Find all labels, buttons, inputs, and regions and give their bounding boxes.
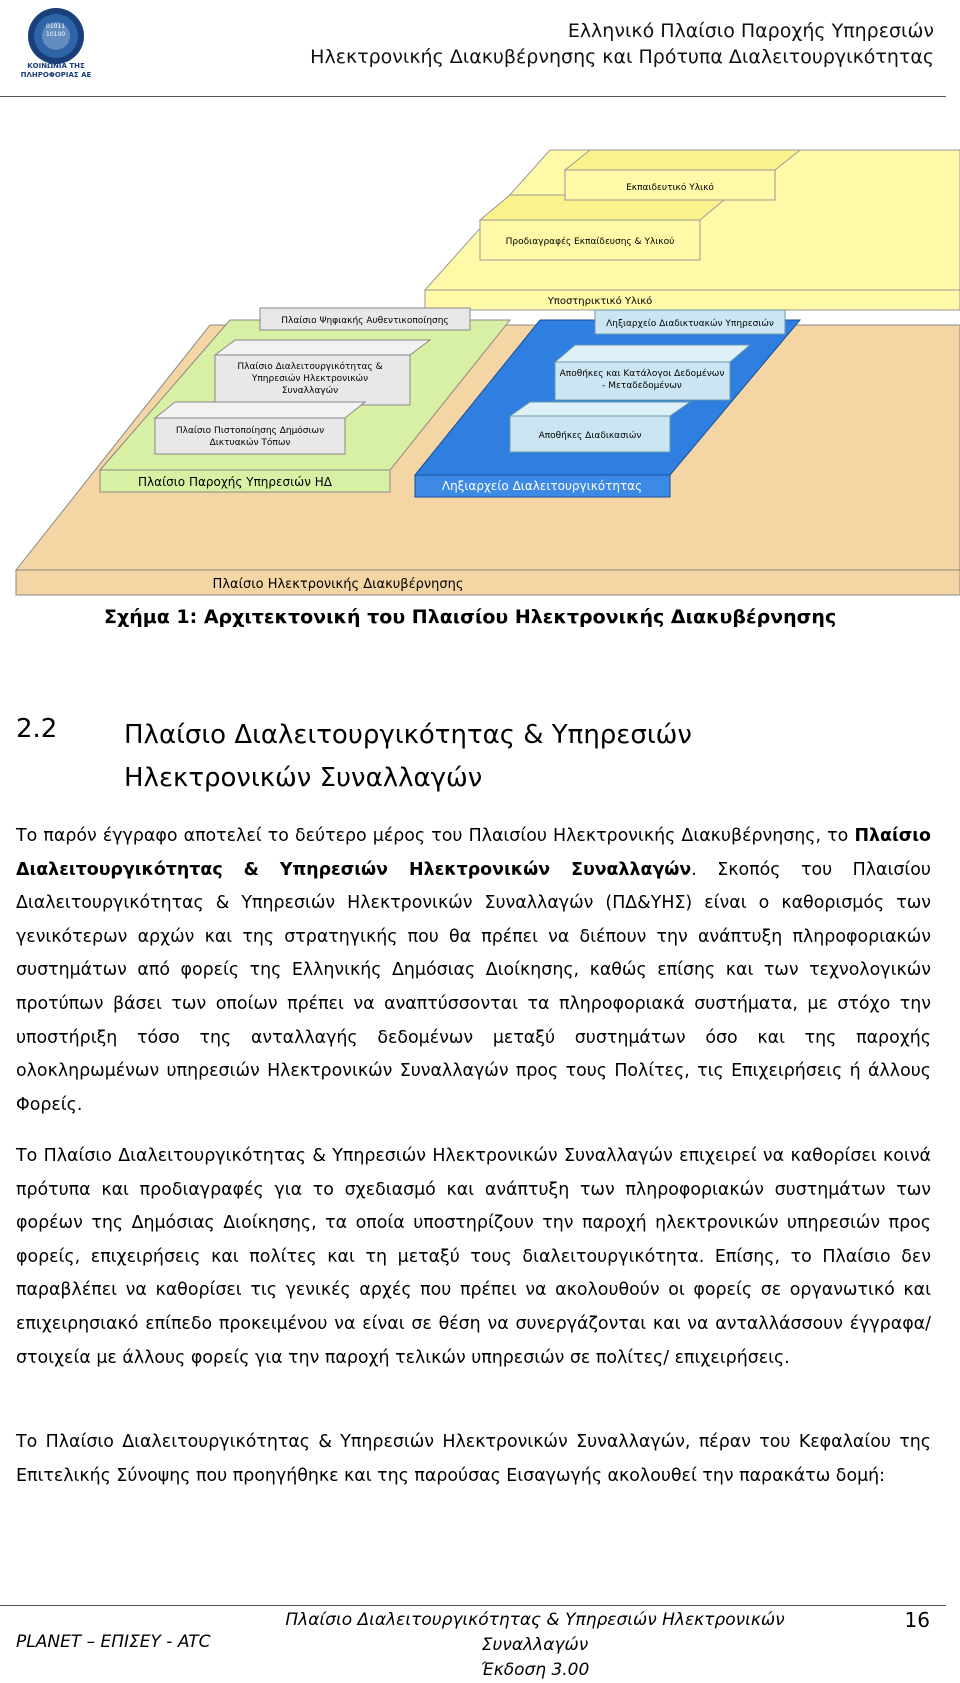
logo-text-line1: ΚΟΙΝΩΝΙΑ ΤΗΣ [27, 62, 85, 70]
blue-box1-label: Ληξιαρχείο Διαδικτυακών Υπηρεσιών [606, 319, 774, 329]
blue-box3-label: Αποθήκες Διαδικασιών [538, 431, 642, 441]
footer-project: PLANET – ΕΠΙΣΕΥ - ATC [16, 1632, 211, 1652]
base-front [16, 570, 960, 595]
green-box2-line2: Υπηρεσιών Ηλεκτρονικών [251, 374, 369, 384]
green-box2-line3: Συναλλαγών [281, 386, 339, 396]
yellow-mid-label: Προδιαγραφές Εκπαίδευσης & Υλικού [505, 237, 675, 247]
base-label: Πλαίσιο Ηλεκτρονικής Διακυβέρνησης [212, 577, 464, 592]
green-box3-top [155, 402, 365, 418]
green-box3 [155, 418, 345, 454]
footer-center-line1: Πλαίσιο Διαλειτουργικότητας & Υπηρεσιών Ηλεκτρονικών [285, 1610, 785, 1630]
yellow-top-label: Εκπαιδευτικό Υλικό [626, 183, 714, 193]
figure-caption: Σχήμα 1: Αρχιτεκτονική του Πλαισίου Ηλεκτρονικής Διακυβέρνησης [104, 606, 837, 628]
green-box3-line1: Πλαίσιο Πιστοποίησης Δημόσιων [175, 426, 325, 436]
footer-center-line2: Συναλλαγών [481, 1635, 589, 1655]
paragraph-3: Το Πλαίσιο Διαλειτουργικότητας & Υπηρεσιών Ηλεκτρονικών Συναλλαγών, πέραν του Κεφαλαίου της Επιτελικής Σύνοψης που προηγήθηκε και της παρούσας Εισαγωγής ακολουθεί την παρακάτω δομή: [16, 1432, 931, 1486]
page-number: 16 [904, 1608, 930, 1632]
header-title [310, 18, 934, 70]
green-base-label: Πλαίσιο Παροχής Υπηρεσιών ΗΔ [138, 475, 332, 489]
yellow-base-label: Υποστηρικτικό Υλικό [547, 296, 653, 307]
paragraph-1-bold: Πλαίσιο Διαλειτουργικότητας & Υπηρεσιών Ηλεκτρονικών Συναλλαγών [16, 826, 931, 880]
blue-box3-top [510, 402, 690, 416]
header-divider [0, 96, 946, 97]
green-box3-line2: Δικτυακών Τόπων [209, 438, 291, 448]
green-box2-line1: Πλαίσιο Διαλειτουργικότητας & [237, 362, 383, 372]
svg-text:10100: 10100 [46, 31, 66, 38]
footer-version: Έκδοση 3.00 [480, 1660, 590, 1680]
header-title-line1: Ελληνικό Πλαίσιο Παροχής Υπηρεσιών [567, 20, 934, 42]
paragraph-1 [16, 820, 931, 1122]
paragraph-2: Το Πλαίσιο Διαλειτουργικότητας & Υπηρεσιών Ηλεκτρονικών Συναλλαγών επιχειρεί να καθορίσει κοινά πρότυπα και προδιαγραφές για το σχεδιασμό και ανάπτυξη των πληροφοριακών συστημάτων των φορέων της Δημόσιας Διοίκησης, τα οποία υποστηρίζουν την παροχή ηλεκτρονικών υπηρεσιών προς φορείς, επιχειρήσεις και πολίτες και τη μεταξύ τους διαλειτουργικότητα. Επίσης, το Πλαίσιο δεν παραβλέπει να καθορίσει τις γενικές αρχές που πρέπει να ακολουθούν οι φορείς σε οργανωτικό και επιχειρησιακό επίπεδο προκειμένου να είναι σε θέση να συνεργάζονται και να ανταλλάσσουν έγγραφα/ στοιχεία με άλλους φορείς για την παροχή τελικών υπηρεσιών σε πολίτες/ επιχειρήσεις. [16, 1146, 931, 1368]
paragraph-1-start: Το παρόν έγγραφο αποτελεί το δεύτερο μέρος του Πλαισίου Ηλεκτρονικής Διακυβέρνησης, το [16, 826, 855, 846]
architecture-diagram [10, 140, 960, 600]
section-number: 2.2 [16, 714, 58, 744]
svg-text:01011: 01011 [46, 23, 66, 30]
blue-box2-line1: Αποθήκες και Κατάλογοι Δεδομένων [559, 369, 725, 379]
blue-box2-top [555, 345, 750, 362]
green-box1-label: Πλαίσιο Ψηφιακής Αυθεντικοποίησης [281, 316, 449, 326]
footer-divider [0, 1605, 946, 1606]
logo-text-line2: ΠΛΗΡΟΦΟΡΙΑΣ ΑΕ [20, 71, 92, 79]
green-box2-top [215, 340, 430, 355]
footer-document-info [270, 1608, 800, 1683]
yellow-top-box-top [565, 150, 800, 170]
paragraph-1-rest: . Σκοπός του Πλαισίου Διαλειτουργικότητας & Υπηρεσιών Ηλεκτρονικών Συναλλαγών (ΠΔ&ΥΗΣ) είναι ο καθορισμός των γενικότερων αρχών και της στρατηγικής που θα πρέπει να διέπουν την ανάπτυξη πληροφοριακών συστημάτων από φορείς της Ελληνικής Δημόσιας Διοίκησης, καθώς επίσης και των τεχνολογικών προτύπων βάσει των οποίων πρέπει να αναπτύσσονται τα πληροφοριακά συστήματα, με στόχο την υποστήριξη τόσο της ανταλλαγής δεδομένων μεταξύ συστημάτων όσο και της παροχής ολοκληρωμένων υπηρεσιών Ηλεκτρονικών Συναλλαγών προς τους Πολίτες, τις Επιχειρήσεις ή άλλους Φορείς. [16, 859, 931, 1115]
header-title-line2: Ηλεκτρονικής Διακυβέρνησης και Πρότυπα Διαλειτουργικότητας [310, 46, 934, 68]
organization-logo [16, 4, 96, 84]
blue-base-label: Ληξιαρχείο Διαλειτουργικότητας [441, 479, 643, 493]
yellow-front [425, 290, 960, 310]
blue-box2-line2: - Μεταδεδομένων [602, 381, 682, 391]
section-title: Πλαίσιο Διαλειτουργικότητας & Υπηρεσιών Ηλεκτρονικών Συναλλαγών [124, 720, 692, 793]
